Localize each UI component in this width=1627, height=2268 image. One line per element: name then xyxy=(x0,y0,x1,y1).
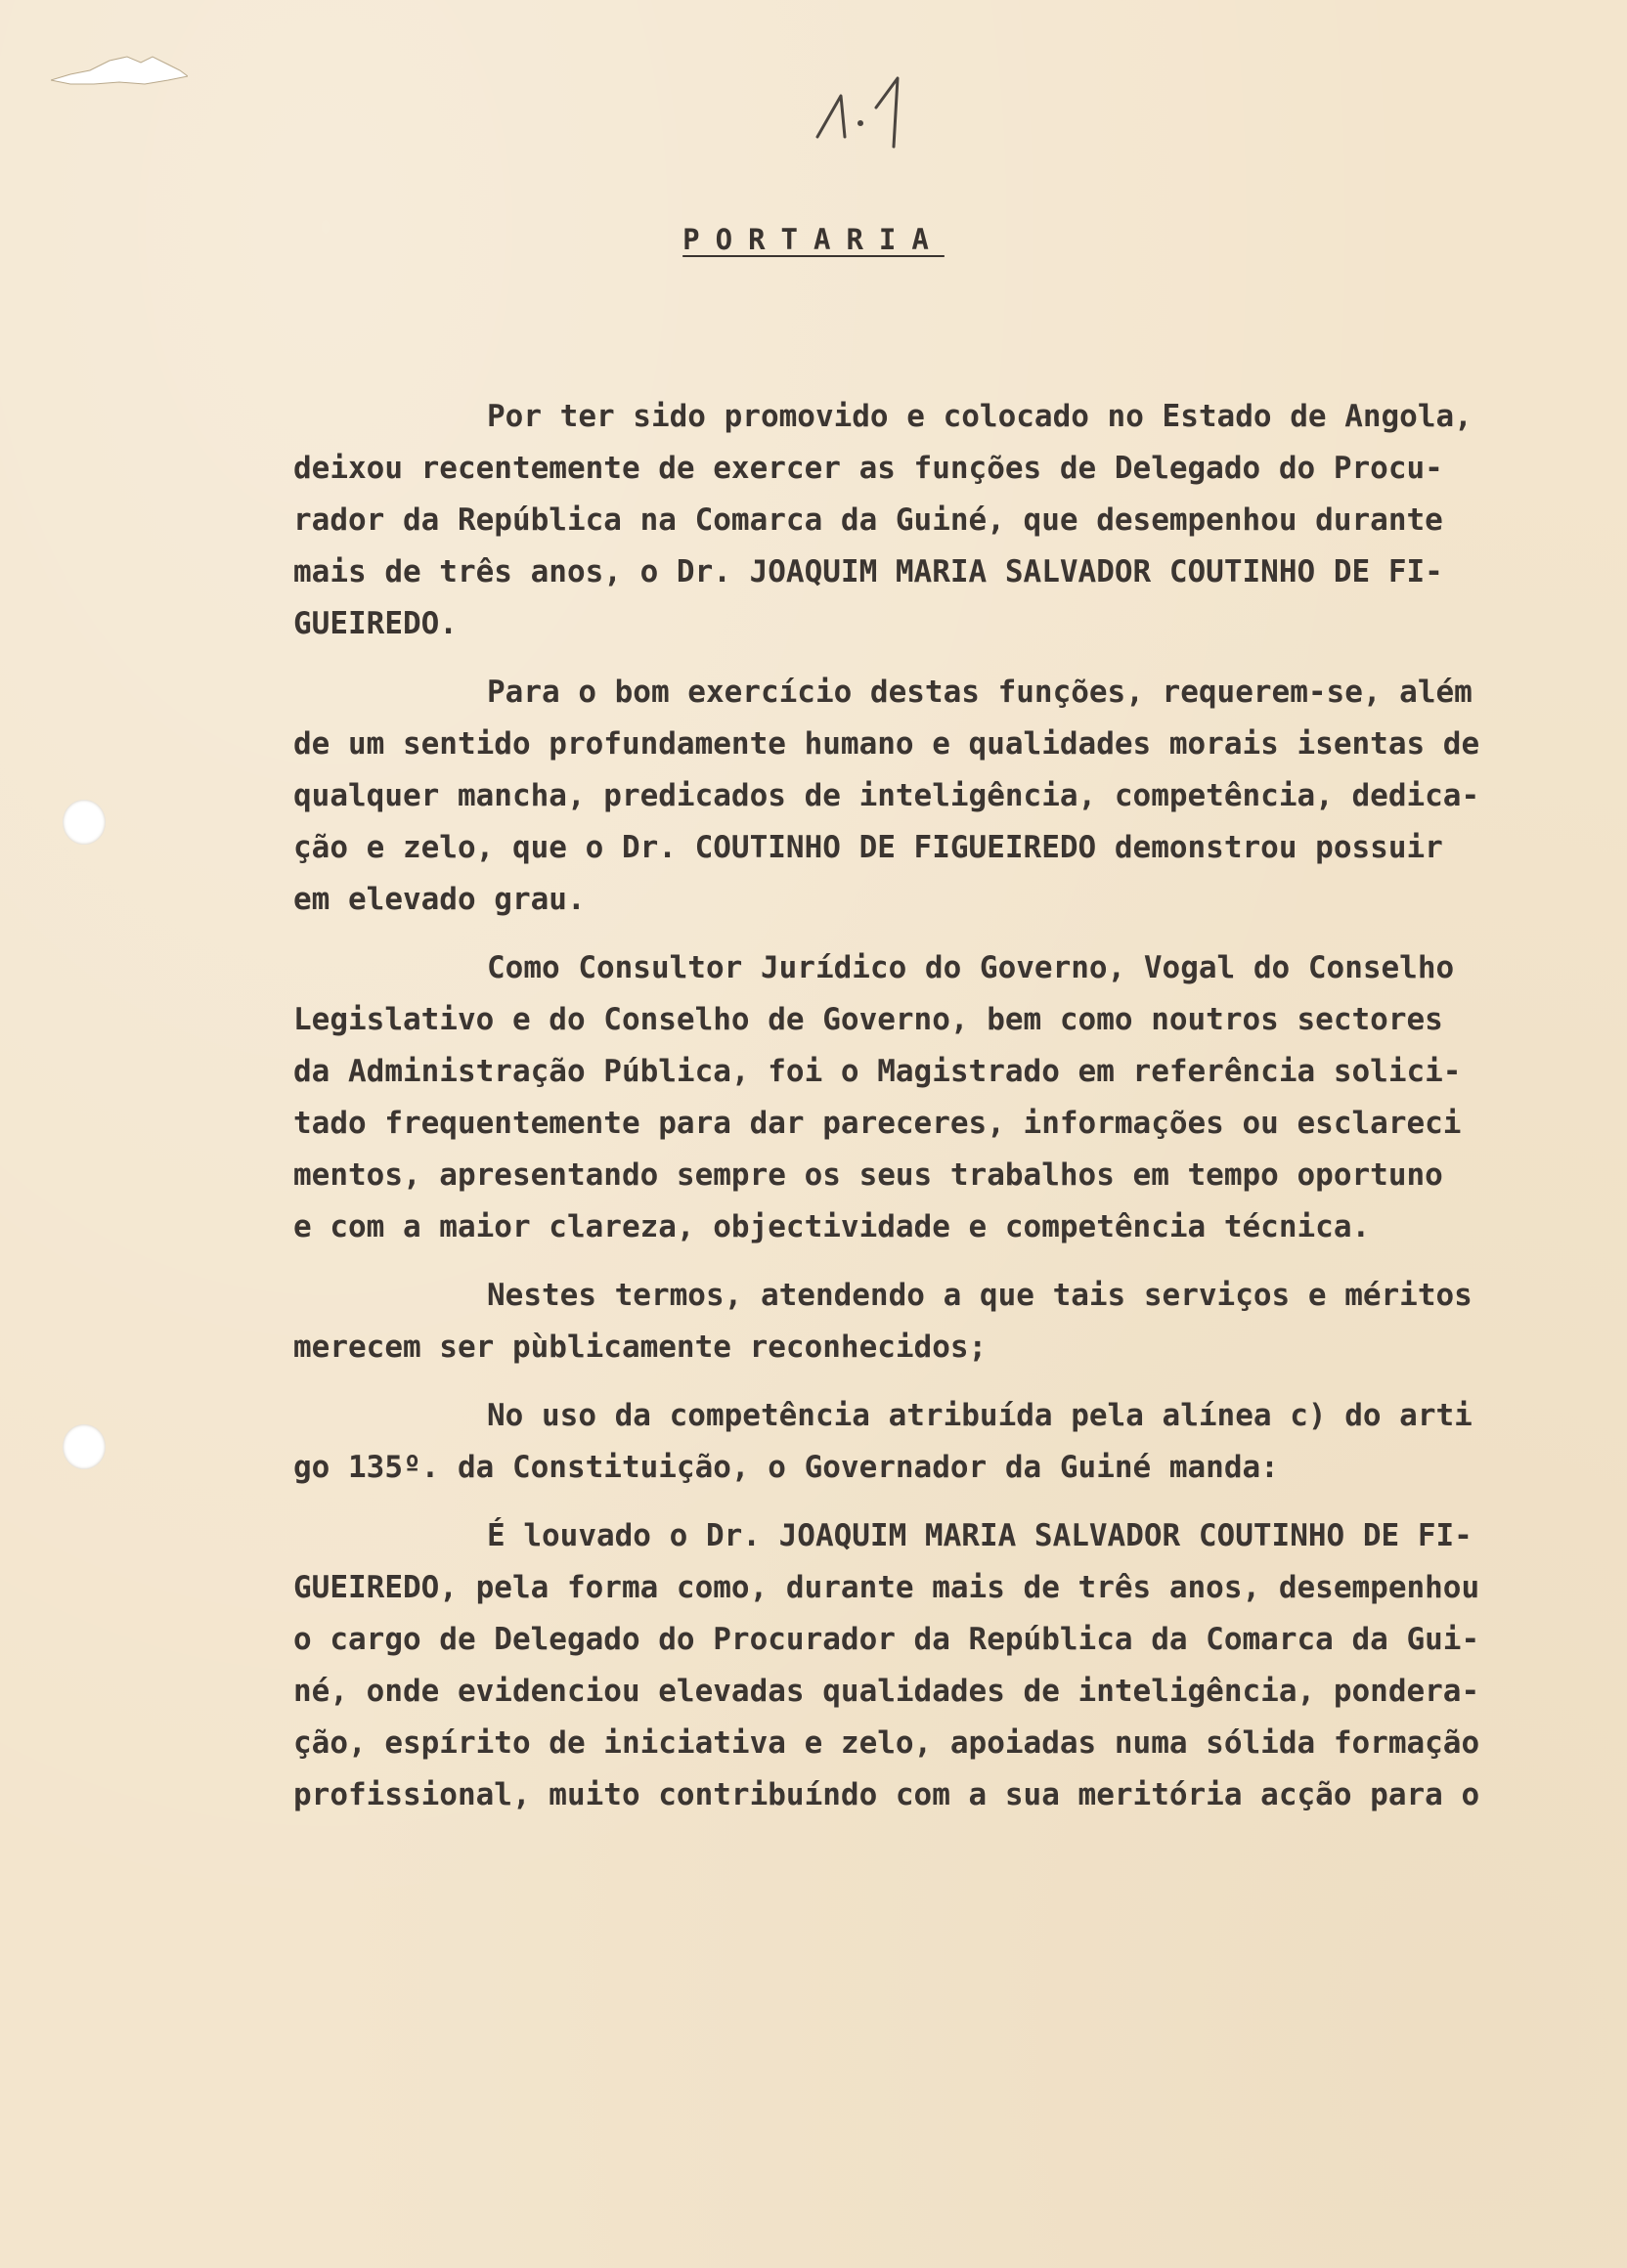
text-line: go 135º. da Constituição, o Governador da Guiné manda: xyxy=(293,1450,1279,1485)
text-line: Como Consultor Jurídico do Governo, Vogal do Conselho xyxy=(487,950,1455,985)
text-line: e com a maior clareza, objectividade e competência técnica. xyxy=(293,1209,1371,1244)
text-line: GUEIREDO. xyxy=(293,606,458,641)
text-line: merecem ser pùblicamente reconhecidos; xyxy=(293,1330,988,1365)
text-line: em elevado grau. xyxy=(293,882,586,917)
page-number-handwriting xyxy=(812,68,919,156)
paragraph-praise xyxy=(293,1510,1555,1821)
text-line: ção e zelo, que o Dr. COUTINHO DE FIGUEIREDO demonstrou possuir xyxy=(293,830,1443,865)
text-line: Por ter sido promovido e colocado no Estado de Angola, xyxy=(487,399,1473,434)
text-line: Para o bom exercício destas funções, requerem-se, além xyxy=(487,675,1473,710)
handwritten-page-number xyxy=(812,68,919,156)
paragraph-competence xyxy=(293,1390,1555,1494)
document-body xyxy=(293,391,1555,1838)
paragraph-consultor xyxy=(293,942,1555,1253)
text-line: profissional, muito contribuíndo com a sua meritória acção para o xyxy=(293,1777,1480,1812)
torn-paper-corner xyxy=(51,51,188,90)
text-line: tado frequentemente para dar pareceres, informações ou esclareci xyxy=(293,1106,1462,1141)
document-title: PORTARIA xyxy=(682,223,945,256)
text-line: Nestes termos, atendendo a que tais serviços e méritos xyxy=(487,1278,1473,1313)
paragraph-terms xyxy=(293,1270,1555,1374)
punch-hole xyxy=(63,800,106,845)
paragraph-qualities xyxy=(293,667,1555,926)
text-line: de um sentido profundamente humano e qualidades morais isentas de xyxy=(293,726,1480,762)
text-line: qualquer mancha, predicados de inteligência, competência, dedica- xyxy=(293,778,1480,813)
text-line: mais de três anos, o Dr. JOAQUIM MARIA SALVADOR COUTINHO DE FI- xyxy=(293,554,1443,589)
text-line: É louvado o Dr. JOAQUIM MARIA SALVADOR COUTINHO DE FI- xyxy=(487,1518,1473,1553)
text-line: rador da República na Comarca da Guiné, que desempenhou durante xyxy=(293,502,1443,538)
text-line: mentos, apresentando sempre os seus trabalhos em tempo oportuno xyxy=(293,1157,1443,1193)
paragraph-promotion xyxy=(293,391,1555,650)
text-line: No uso da competência atribuída pela alínea c) do arti xyxy=(487,1398,1473,1433)
text-line: o cargo de Delegado do Procurador da República da Comarca da Gui- xyxy=(293,1622,1480,1657)
text-line: deixou recentemente de exercer as funções de Delegado do Procu- xyxy=(293,451,1443,486)
text-line: né, onde evidenciou elevadas qualidades de inteligência, pondera- xyxy=(293,1674,1480,1709)
text-line: Legislativo e do Conselho de Governo, bem como noutros sectores xyxy=(293,1002,1443,1037)
text-line: da Administração Pública, foi o Magistrado em referência solici- xyxy=(293,1054,1462,1089)
text-line: GUEIREDO, pela forma como, durante mais de três anos, desempenhou xyxy=(293,1570,1480,1605)
text-line: ção, espírito de iniciativa e zelo, apoiadas numa sólida formação xyxy=(293,1725,1480,1761)
punch-hole xyxy=(63,1424,106,1469)
